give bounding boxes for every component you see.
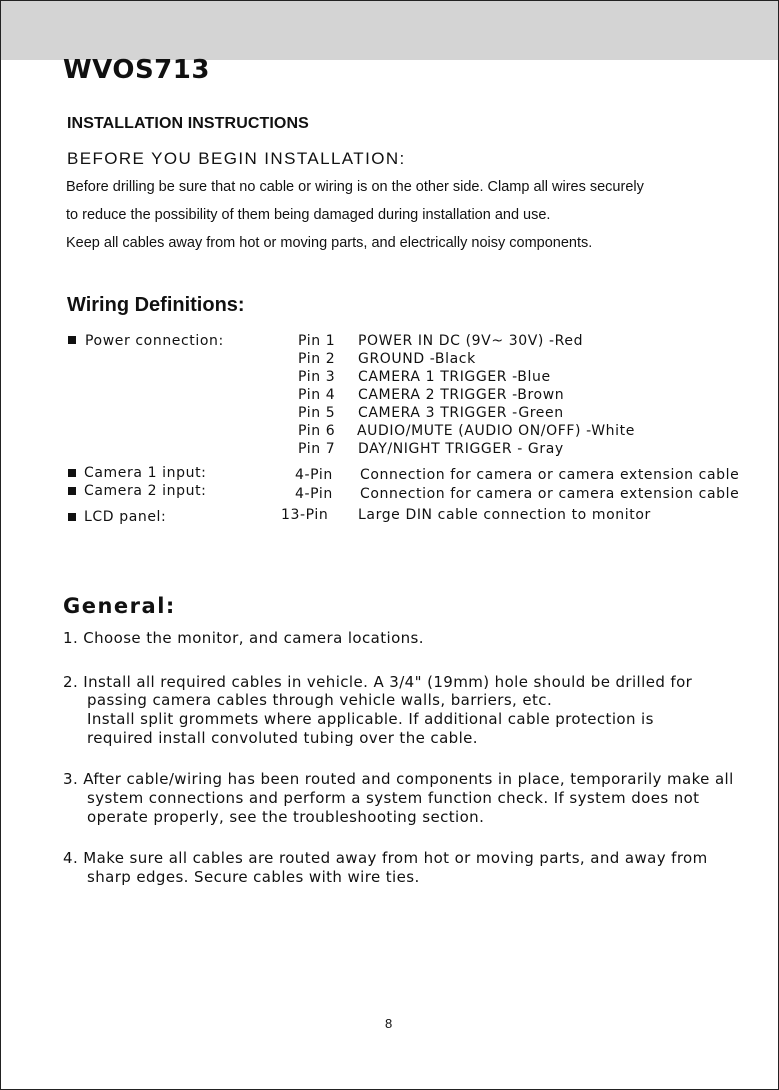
connector-pin-count: 4-Pin <box>295 467 333 483</box>
pin-number: Pin 3 <box>298 369 336 385</box>
general-item-2-line: required install convoluted tubing over the cable. <box>87 729 478 747</box>
general-item-2-line: Install split grommets where applicable. If additional cable protection is <box>87 710 654 728</box>
pin-description: AUDIO/MUTE (AUDIO ON/OFF) -White <box>357 423 635 439</box>
model-number: WVOS713 <box>63 55 210 85</box>
pin-number: Pin 7 <box>298 441 336 457</box>
intro-line: to reduce the possibility of them being damaged during installation and use. <box>66 207 551 223</box>
connector-description: Large DIN cable connection to monitor <box>358 507 651 523</box>
pin-description: CAMERA 2 TRIGGER -Brown <box>358 387 565 403</box>
general-item-2: 2. Install all required cables in vehicle. A 3/4" (19mm) hole should be drilled for <box>63 673 693 691</box>
connector-pin-count: 4-Pin <box>295 486 333 502</box>
before-you-begin-title: BEFORE YOU BEGIN INSTALLATION: <box>67 149 406 168</box>
connector-pin-count: 13-Pin <box>281 507 329 523</box>
camera-2-input-label: Camera 2 input: <box>84 483 207 499</box>
header-band <box>1 1 778 60</box>
pin-number: Pin 6 <box>298 423 336 439</box>
pin-description: CAMERA 1 TRIGGER -Blue <box>358 369 551 385</box>
pin-number: Pin 1 <box>298 333 336 349</box>
general-item-4: 4. Make sure all cables are routed away from hot or moving parts, and away from <box>63 849 708 867</box>
bullet-square-icon <box>68 513 76 521</box>
general-item-2-line: passing camera cables through vehicle walls, barriers, etc. <box>87 691 553 709</box>
general-title: General: <box>63 594 176 618</box>
connector-description: Connection for camera or camera extension cable <box>360 486 740 502</box>
pin-description: CAMERA 3 TRIGGER -Green <box>358 405 564 421</box>
pin-number: Pin 4 <box>298 387 336 403</box>
general-item-3-line: system connections and perform a system function check. If system does not <box>87 789 700 807</box>
intro-line: Keep all cables away from hot or moving parts, and electrically noisy components. <box>66 235 593 251</box>
general-item-3-line: operate properly, see the troubleshooting section. <box>87 808 485 826</box>
pin-number: Pin 2 <box>298 351 336 367</box>
pin-description: POWER IN DC (9V~ 30V) -Red <box>358 333 584 349</box>
page-number: 8 <box>385 1016 393 1031</box>
camera-1-input-label: Camera 1 input: <box>84 465 207 481</box>
wiring-definitions-title: Wiring Definitions: <box>67 294 245 316</box>
general-item-4-line: sharp edges. Secure cables with wire ties. <box>87 868 420 886</box>
intro-line: Before drilling be sure that no cable or wiring is on the other side. Clamp all wires securely <box>66 179 644 195</box>
bullet-square-icon <box>68 336 76 344</box>
pin-description: DAY/NIGHT TRIGGER - Gray <box>358 441 564 457</box>
lcd-panel-label: LCD panel: <box>84 509 167 525</box>
general-item-1: 1. Choose the monitor, and camera locations. <box>63 629 424 647</box>
installation-title: INSTALLATION INSTRUCTIONS <box>67 115 309 132</box>
bullet-square-icon <box>68 487 76 495</box>
connector-description: Connection for camera or camera extension cable <box>360 467 740 483</box>
bullet-square-icon <box>68 469 76 477</box>
power-connection-label: Power connection: <box>85 333 224 349</box>
general-item-3: 3. After cable/wiring has been routed and components in place, temporarily make all <box>63 770 734 788</box>
pin-number: Pin 5 <box>298 405 336 421</box>
pin-description: GROUND -Black <box>358 351 476 367</box>
